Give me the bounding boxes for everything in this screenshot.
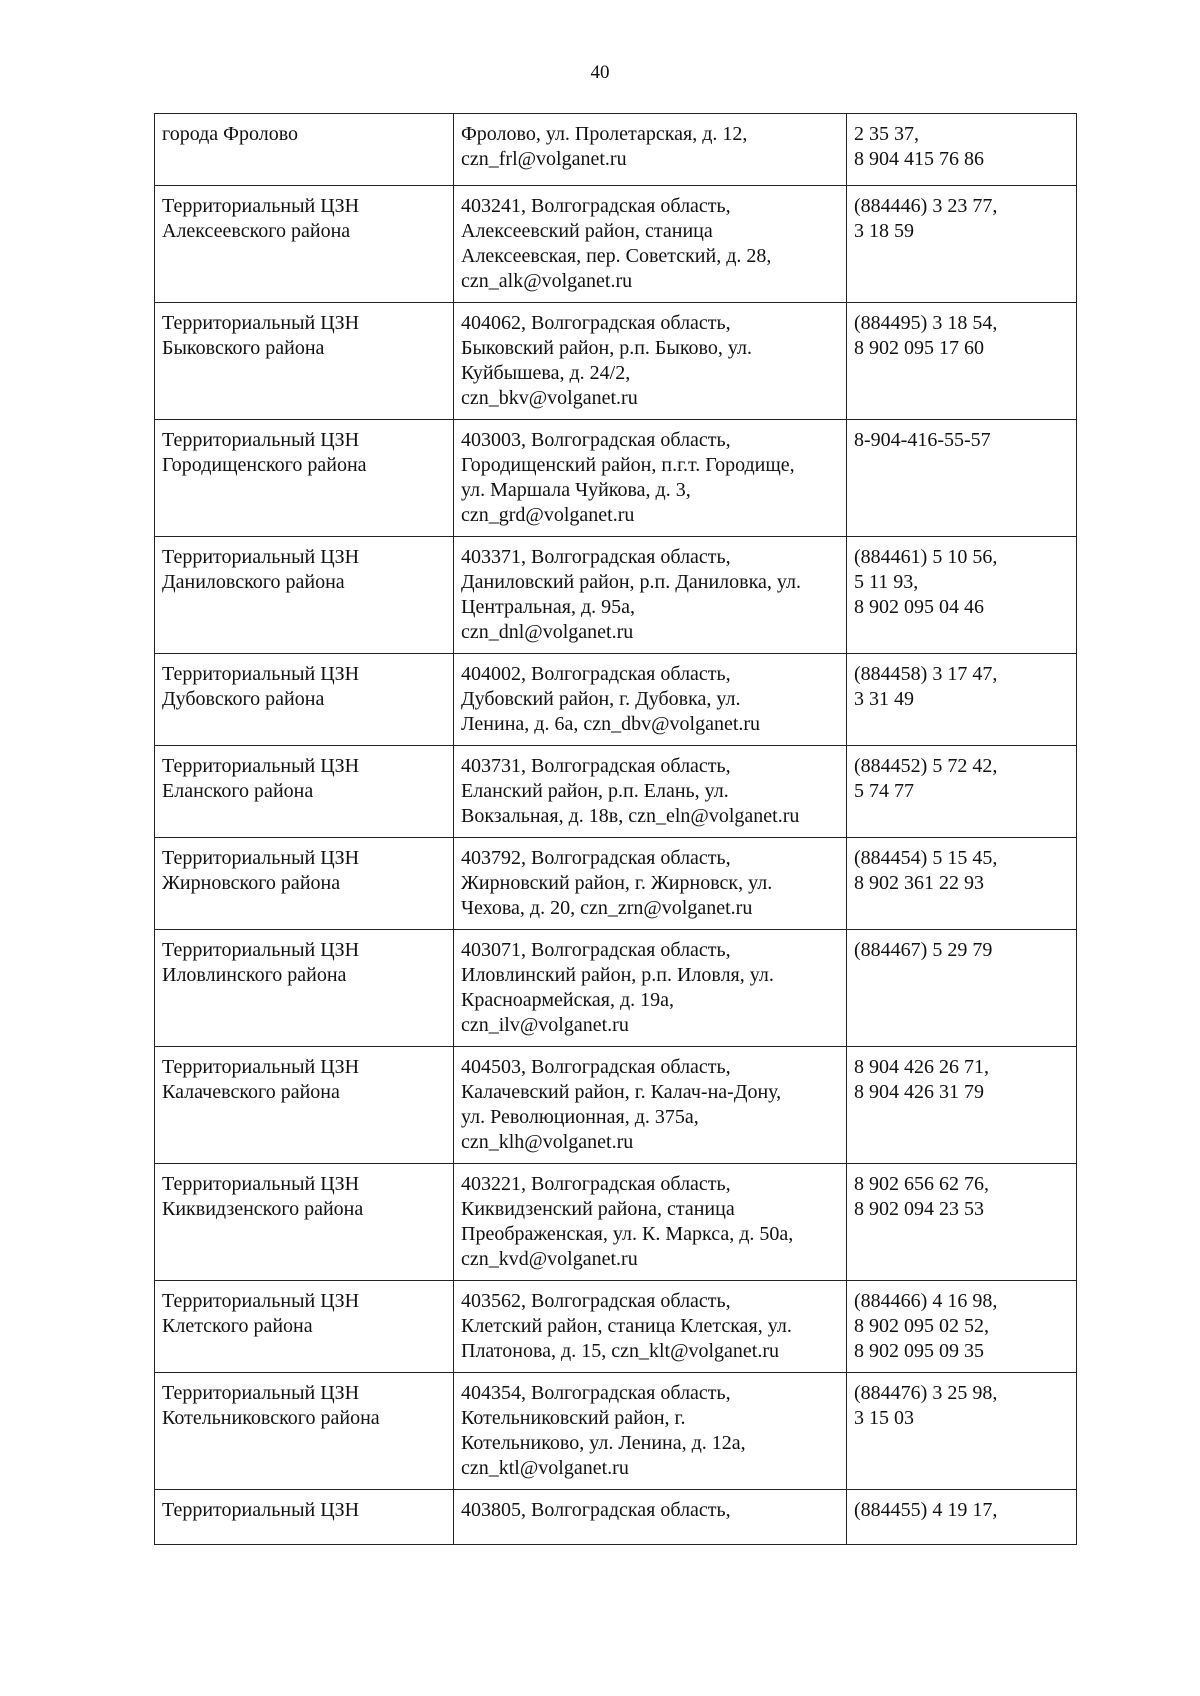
center-name-cell: Территориальный ЦЗН Алексеевского района [155,186,454,303]
phone-cell: (884452) 5 72 42, 5 74 77 [847,746,1077,838]
table-row [155,1164,1077,1281]
phone-cell: (884454) 5 15 45, 8 902 361 22 93 [847,838,1077,930]
center-name-cell: Территориальный ЦЗН Калачевского района [155,1047,454,1164]
table-row [155,537,1077,654]
center-name-cell: Территориальный ЦЗН Клетского района [155,1281,454,1373]
page-number: 40 [590,62,610,83]
table-row [155,930,1077,1047]
address-cell: 403071, Волгоградская область, Иловлинский район, р.п. Иловля, ул. Красноармейская, д. 19а, czn_ilv@volganet.ru [454,930,847,1047]
phone-cell: (884461) 5 10 56, 5 11 93, 8 902 095 04 46 [847,537,1077,654]
center-name-cell: Территориальный ЦЗН Иловлинского района [155,930,454,1047]
phone-cell: 8 902 656 62 76, 8 902 094 23 53 [847,1164,1077,1281]
table-row [155,1373,1077,1490]
center-name-cell: Территориальный ЦЗН Жирновского района [155,838,454,930]
address-cell: 404503, Волгоградская область, Калачевский район, г. Калач-на-Дону, ул. Революционная, д. 375а, czn_klh@volganet.ru [454,1047,847,1164]
table-row [155,654,1077,746]
employment-centers-table [154,113,1077,1545]
table-row [155,838,1077,930]
address-cell: 403731, Волгоградская область, Еланский район, р.п. Елань, ул. Вокзальная, д. 18в, czn_eln@volganet.ru [454,746,847,838]
address-cell: 403562, Волгоградская область, Клетский район, станица Клетская, ул. Платонова, д. 15, czn_klt@volganet.ru [454,1281,847,1373]
address-cell: 403221, Волгоградская область, Киквидзенский района, станица Преображенская, ул. К. Маркса, д. 50а, czn_kvd@volganet.ru [454,1164,847,1281]
phone-cell: (884467) 5 29 79 [847,930,1077,1047]
center-name-cell: Территориальный ЦЗН [155,1490,454,1545]
address-cell: 403805, Волгоградская область, [454,1490,847,1545]
phone-cell: (884458) 3 17 47, 3 31 49 [847,654,1077,746]
address-cell: 404354, Волгоградская область, Котельниковский район, г. Котельниково, ул. Ленина, д. 12а, czn_ktl@volganet.ru [454,1373,847,1490]
phone-cell: 8-904-416-55-57 [847,420,1077,537]
center-name-cell: Территориальный ЦЗН Котельниковского района [155,1373,454,1490]
center-name-cell: Территориальный ЦЗН Киквидзенского района [155,1164,454,1281]
phone-cell: 8 904 426 26 71, 8 904 426 31 79 [847,1047,1077,1164]
table-row [155,186,1077,303]
center-name-cell: Территориальный ЦЗН Дубовского района [155,654,454,746]
address-cell: 404062, Волгоградская область, Быковский район, р.п. Быково, ул. Куйбышева, д. 24/2, czn_bkv@volganet.ru [454,303,847,420]
phone-cell: (884455) 4 19 17, [847,1490,1077,1545]
address-cell: 404002, Волгоградская область, Дубовский район, г. Дубовка, ул. Ленина, д. 6а, czn_dbv@volganet.ru [454,654,847,746]
table-row [155,420,1077,537]
phone-cell: (884495) 3 18 54, 8 902 095 17 60 [847,303,1077,420]
center-name-cell: Территориальный ЦЗН Еланского района [155,746,454,838]
table-row [155,1047,1077,1164]
table-row [155,1490,1077,1545]
table-row [155,1281,1077,1373]
center-name-cell: Территориальный ЦЗН Даниловского района [155,537,454,654]
phone-cell: (884446) 3 23 77, 3 18 59 [847,186,1077,303]
phone-cell: 2 35 37, 8 904 415 76 86 [847,114,1077,186]
table-row [155,114,1077,186]
center-name-cell: Территориальный ЦЗН Быковского района [155,303,454,420]
center-name-cell: города Фролово [155,114,454,186]
address-cell: 403371, Волгоградская область, Даниловский район, р.п. Даниловка, ул. Центральная, д. 95а, czn_dnl@volganet.ru [454,537,847,654]
phone-cell: (884476) 3 25 98, 3 15 03 [847,1373,1077,1490]
address-cell: 403241, Волгоградская область, Алексеевский район, станица Алексеевская, пер. Советский, д. 28, czn_alk@volganet.ru [454,186,847,303]
phone-cell: (884466) 4 16 98, 8 902 095 02 52, 8 902 095 09 35 [847,1281,1077,1373]
table-row [155,303,1077,420]
table-row [155,746,1077,838]
address-cell: 403003, Волгоградская область, Городищенский район, п.г.т. Городище, ул. Маршала Чуйкова, д. 3, czn_grd@volganet.ru [454,420,847,537]
address-cell: 403792, Волгоградская область, Жирновский район, г. Жирновск, ул. Чехова, д. 20, czn_zrn@volganet.ru [454,838,847,930]
center-name-cell: Территориальный ЦЗН Городищенского района [155,420,454,537]
address-cell: Фролово, ул. Пролетарская, д. 12, czn_frl@volganet.ru [454,114,847,186]
